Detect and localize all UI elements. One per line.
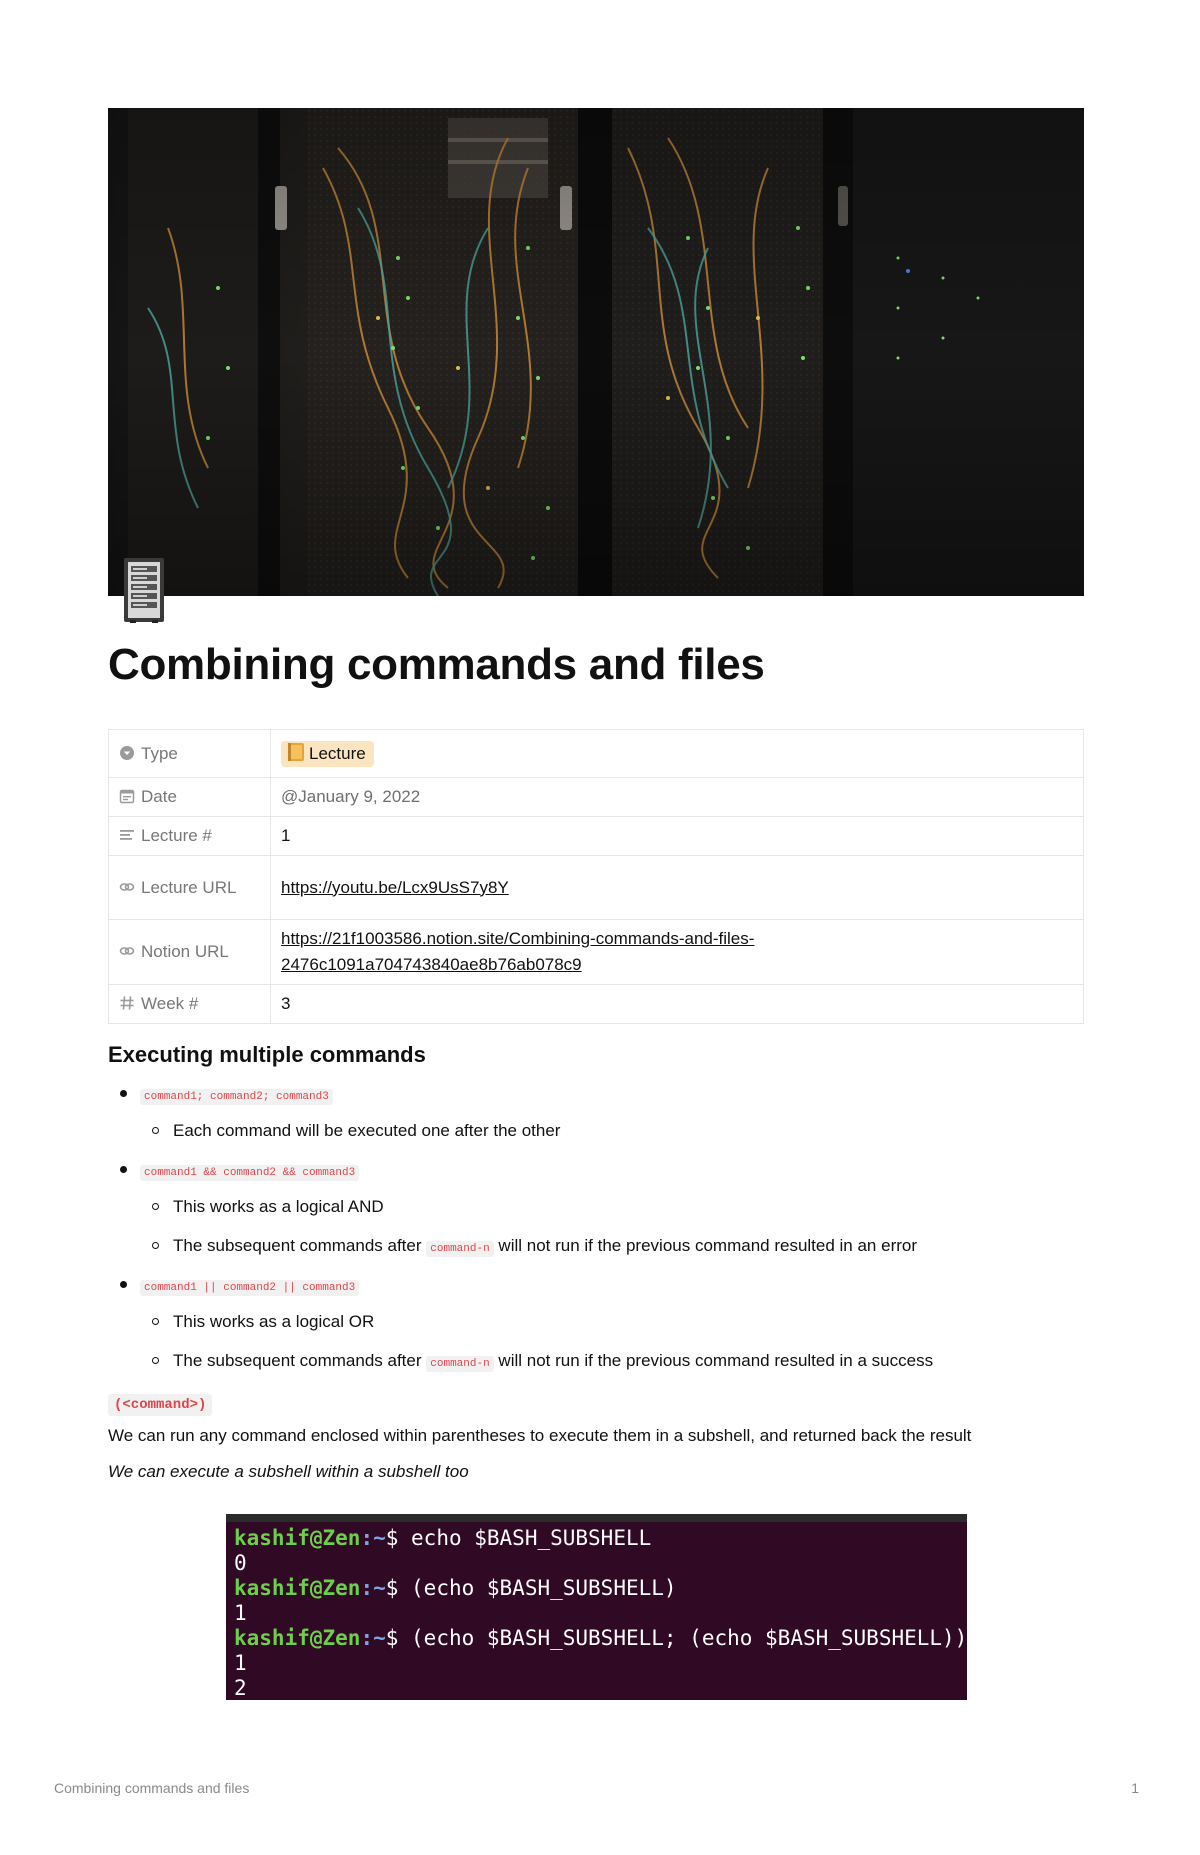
terminal-line bbox=[234, 1526, 967, 1551]
text-icon bbox=[119, 827, 135, 843]
inline-code: command-n bbox=[426, 1356, 493, 1372]
list-item-text: will not run if the previous command resulted in an error bbox=[498, 1236, 918, 1255]
property-key: Lecture # bbox=[141, 826, 212, 845]
bullet-dot bbox=[120, 1281, 127, 1288]
terminal-screenshot bbox=[226, 1514, 967, 1700]
terminal-line: 1 bbox=[234, 1601, 247, 1625]
footer-page-number: 1 bbox=[1131, 1780, 1139, 1796]
prompt-user: kashif@Zen bbox=[234, 1626, 361, 1650]
property-key: Week # bbox=[141, 994, 199, 1013]
week-number-value[interactable]: 3 bbox=[271, 985, 1084, 1024]
inline-code: command1 && command2 && command3 bbox=[140, 1165, 359, 1181]
property-row-lecture-number bbox=[109, 817, 1084, 856]
prompt-user: kashif@Zen bbox=[234, 1576, 361, 1600]
notion-url-line-1: https://21f1003586.notion.site/Combining-commands-and-files- bbox=[281, 929, 755, 948]
date-value[interactable]: @January 9, 2022 bbox=[271, 778, 1084, 817]
prompt-path: :~ bbox=[360, 1526, 386, 1550]
subshell-note: We can execute a subshell within a subshell too bbox=[108, 1462, 469, 1481]
terminal-line bbox=[234, 1626, 967, 1651]
property-key: Notion URL bbox=[141, 942, 229, 961]
cover-image bbox=[108, 108, 1084, 596]
prompt-path: :~ bbox=[360, 1576, 386, 1600]
footer-title: Combining commands and files bbox=[54, 1780, 250, 1796]
calendar-icon bbox=[119, 788, 135, 804]
notion-url-line-2: 2476c1091a704743840ae8b76ab078c9 bbox=[281, 955, 582, 974]
section-heading: Executing multiple commands bbox=[108, 1042, 426, 1067]
list-item: This works as a logical OR bbox=[173, 1312, 375, 1331]
terminal-command: echo $BASH_SUBSHELL bbox=[398, 1526, 652, 1550]
property-row-week-number bbox=[109, 985, 1084, 1024]
lecture-tag[interactable] bbox=[281, 741, 374, 767]
bullet-dot bbox=[120, 1090, 127, 1097]
terminal-command: (echo $BASH_SUBSHELL) bbox=[398, 1576, 677, 1600]
inline-code: command1; command2; command3 bbox=[140, 1089, 333, 1105]
property-key: Type bbox=[141, 743, 178, 763]
bullet-ring bbox=[152, 1203, 159, 1210]
terminal-titlebar bbox=[226, 1514, 967, 1522]
list-item-text: will not run if the previous command resulted in a success bbox=[498, 1351, 934, 1370]
subshell-description: We can run any command enclosed within parentheses to execute them in a subshell, and returned back the result bbox=[108, 1426, 972, 1445]
list-item bbox=[140, 1274, 359, 1299]
property-row-date bbox=[109, 778, 1084, 817]
inline-code: (<command>) bbox=[108, 1394, 212, 1416]
bullet-dot bbox=[120, 1166, 127, 1173]
notion-url-link[interactable] bbox=[281, 929, 754, 974]
subshell-code-line bbox=[108, 1392, 212, 1416]
inline-code: command-n bbox=[426, 1241, 493, 1257]
prompt-symbol: $ bbox=[385, 1526, 399, 1550]
link-icon bbox=[119, 879, 135, 895]
terminal-line: 0 bbox=[234, 1551, 247, 1575]
prompt-symbol: $ bbox=[385, 1576, 399, 1600]
properties-table bbox=[108, 729, 1084, 1024]
list-item bbox=[173, 1235, 917, 1260]
terminal-command: (echo $BASH_SUBSHELL; (echo $BASH_SUBSHELL)) bbox=[398, 1626, 967, 1650]
prompt-path: :~ bbox=[360, 1626, 386, 1650]
number-icon bbox=[119, 995, 135, 1011]
property-row-notion-url bbox=[109, 920, 1084, 985]
link-icon bbox=[119, 943, 135, 959]
server-rack-icon bbox=[122, 556, 166, 624]
page-title: Combining commands and files bbox=[108, 640, 765, 689]
inline-code: command1 || command2 || command3 bbox=[140, 1280, 359, 1296]
select-icon bbox=[119, 745, 135, 761]
terminal-line: 1 bbox=[234, 1651, 247, 1675]
list-item-text: The subsequent commands after bbox=[173, 1236, 422, 1255]
lecture-number-value[interactable]: 1 bbox=[271, 817, 1084, 856]
bullet-ring bbox=[152, 1357, 159, 1364]
property-row-lecture-url bbox=[109, 856, 1084, 920]
lecture-url-link[interactable]: https://youtu.be/Lcx9UsS7y8Y bbox=[281, 877, 509, 897]
list-item: Each command will be executed one after the other bbox=[173, 1121, 561, 1140]
prompt-user: kashif@Zen bbox=[234, 1526, 361, 1550]
list-item: This works as a logical AND bbox=[173, 1197, 384, 1216]
list-item bbox=[140, 1159, 359, 1184]
prompt-symbol: $ bbox=[385, 1626, 399, 1650]
ledger-book-icon bbox=[287, 742, 305, 762]
terminal-output bbox=[226, 1522, 967, 1700]
terminal-line: 2 bbox=[234, 1676, 247, 1700]
bullet-ring bbox=[152, 1127, 159, 1134]
property-key: Lecture URL bbox=[141, 877, 237, 897]
bullet-ring bbox=[152, 1318, 159, 1325]
list-item-text: The subsequent commands after bbox=[173, 1351, 422, 1370]
property-value: Lecture bbox=[309, 743, 366, 763]
bullet-ring bbox=[152, 1242, 159, 1249]
terminal-line bbox=[234, 1576, 967, 1601]
property-row-type bbox=[109, 730, 1084, 778]
property-key: Date bbox=[141, 787, 177, 806]
list-item bbox=[173, 1350, 933, 1375]
list-item bbox=[140, 1083, 333, 1108]
